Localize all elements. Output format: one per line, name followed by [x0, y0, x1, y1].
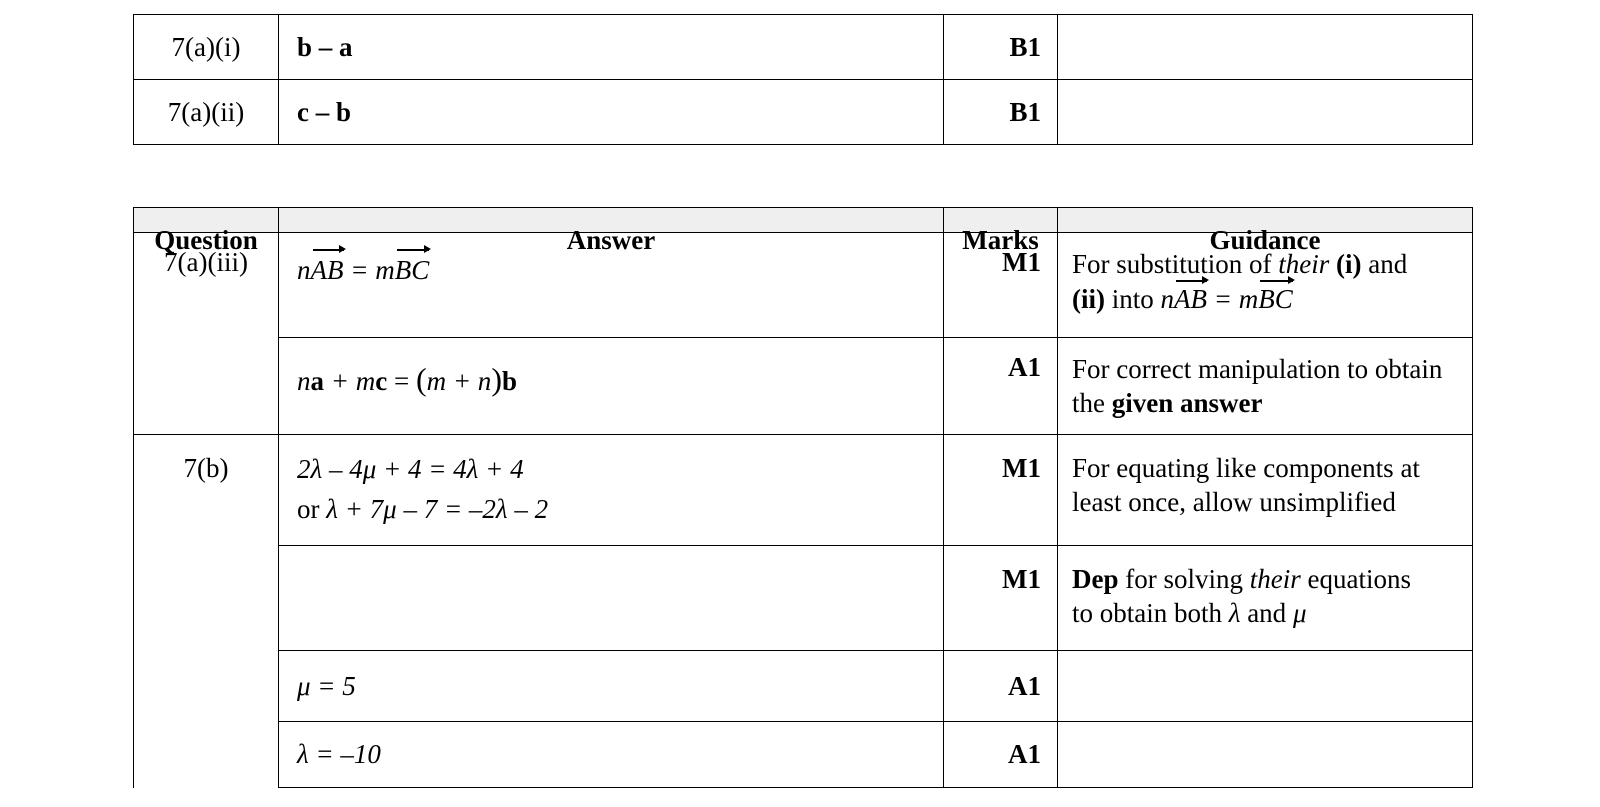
guidance-cell — [1058, 80, 1473, 145]
guidance-cell — [1058, 435, 1473, 546]
marks-text: M1 — [1002, 247, 1041, 277]
question-label: 7(b) — [183, 453, 229, 483]
marks-cell — [944, 722, 1058, 788]
answer-expression: na + mc = (m + n)b — [297, 361, 517, 397]
marks-text: M1 — [1002, 564, 1041, 594]
marks-cell — [944, 80, 1058, 145]
marks-text: A1 — [1008, 670, 1041, 701]
table-row — [134, 338, 1473, 435]
question-cell — [134, 233, 279, 435]
guidance-cell — [1058, 338, 1473, 435]
guidance-cell — [1058, 651, 1473, 722]
answer-expression: λ = –10 — [297, 739, 381, 769]
guidance-cell — [1058, 15, 1473, 80]
marks-cell — [944, 546, 1058, 651]
answer-cell — [279, 15, 944, 80]
guidance-cell — [1058, 722, 1473, 788]
answer-cell — [279, 435, 944, 546]
header-guidance: Guidance — [1058, 208, 1473, 233]
question-cell — [134, 80, 279, 145]
answer-cell — [279, 80, 944, 145]
answer-expression: 2λ – 4μ + 4 = 4λ + 4 or λ + 7μ – 7 = –2λ – 2 — [297, 454, 549, 524]
marks-text: B1 — [1009, 96, 1041, 127]
marks-cell — [944, 15, 1058, 80]
header-question: Question — [134, 208, 279, 233]
question-label: 7(a)(iii) — [164, 247, 248, 277]
question-label: 7(a)(ii) — [167, 96, 245, 127]
answer-expression: nAB = mBC — [279, 233, 943, 290]
table-header-row — [134, 208, 1473, 233]
marks-text: B1 — [1009, 31, 1041, 62]
vector-ab: AB — [1174, 282, 1207, 317]
marks-cell — [944, 435, 1058, 546]
table-row — [134, 722, 1473, 788]
vector-ab: AB — [311, 251, 344, 290]
marks-text: A1 — [1008, 352, 1041, 382]
guidance-text: For equating like components at least once, allow unsimplified — [1072, 453, 1420, 517]
answer-cell — [279, 546, 944, 651]
guidance-text: For correct manipulation to obtain the given answer — [1072, 354, 1443, 418]
marks-cell — [944, 338, 1058, 435]
guidance-cell — [1058, 546, 1473, 651]
table-row — [134, 80, 1473, 145]
marks-text: M1 — [1002, 453, 1041, 483]
answer-cell — [279, 651, 944, 722]
answer-expression: μ = 5 — [297, 670, 356, 701]
mark-scheme-table-top — [133, 14, 1473, 145]
vector-bc: BC — [395, 251, 430, 290]
answer-cell — [279, 338, 944, 435]
marks-text: A1 — [1008, 739, 1041, 769]
table-row — [134, 15, 1473, 80]
answer-text: b – a — [297, 31, 353, 62]
question-cell — [134, 15, 279, 80]
answer-text: c – b — [297, 96, 351, 127]
vector-bc: BC — [1258, 282, 1293, 317]
question-label: 7(a)(i) — [171, 31, 241, 62]
table-row — [134, 651, 1473, 722]
question-cell — [134, 435, 279, 788]
marks-cell — [944, 651, 1058, 722]
answer-cell — [279, 722, 944, 788]
mark-scheme-table-main — [133, 207, 1473, 788]
header-answer: Answer — [279, 208, 944, 233]
guidance-text: Dep for solving their equations to obtain both λ and μ — [1072, 564, 1411, 628]
header-marks: Marks — [944, 208, 1058, 233]
guidance-text: For substitution of their (i) and (ii) into nAB = mBC — [1058, 233, 1472, 317]
table-row — [134, 546, 1473, 651]
table-row — [134, 435, 1473, 546]
